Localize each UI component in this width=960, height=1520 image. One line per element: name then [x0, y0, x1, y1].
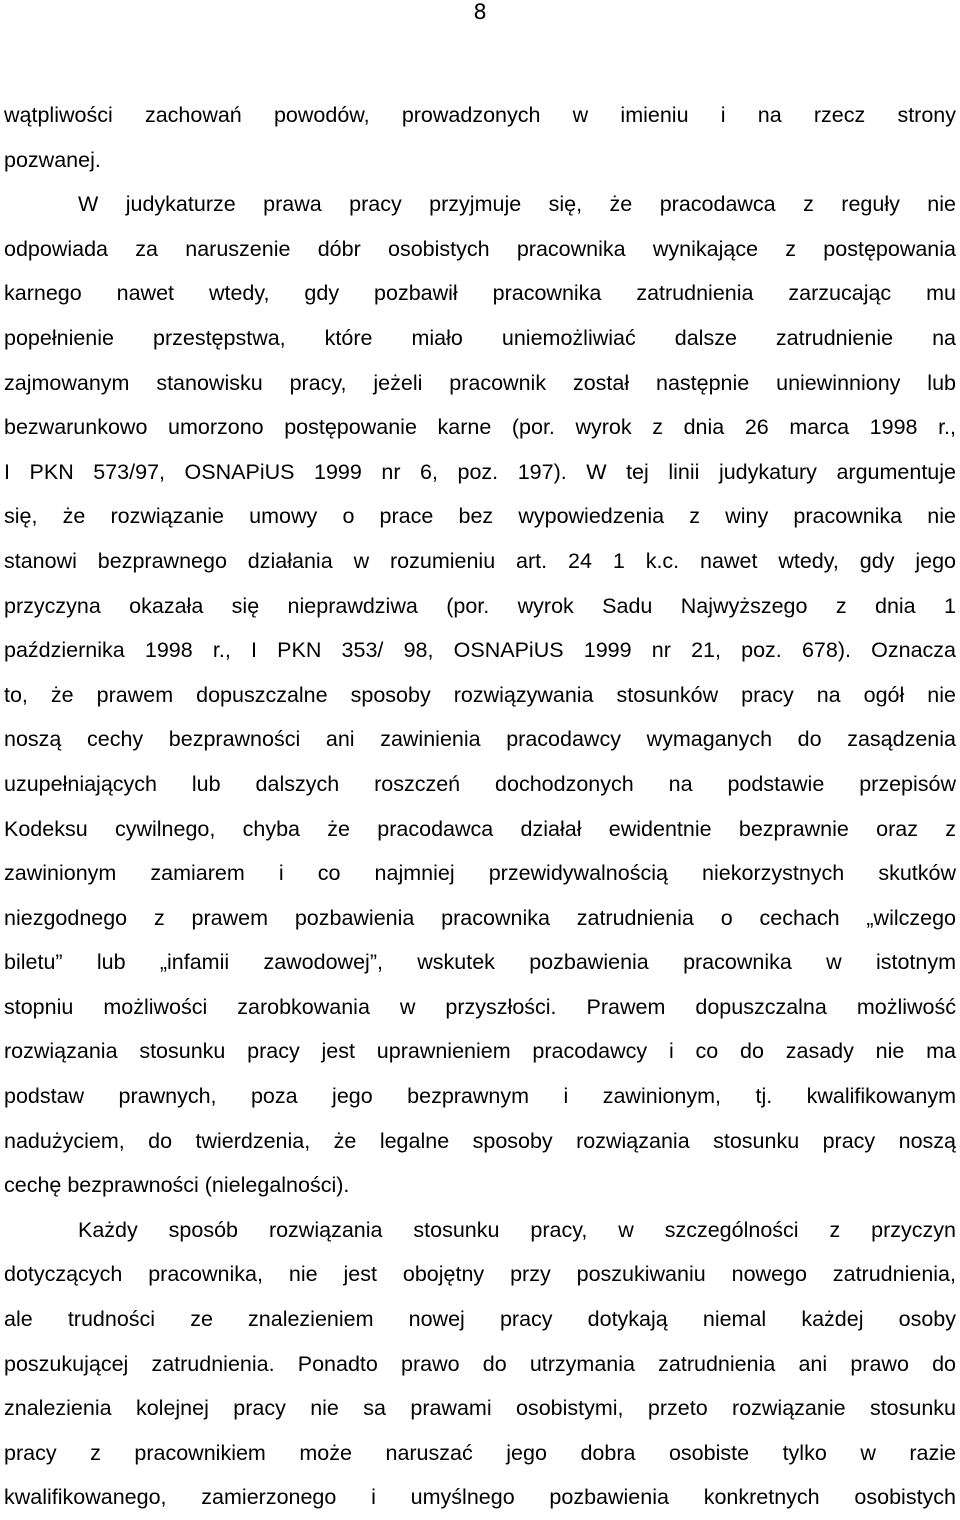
text-line: odpowiada za naruszenie dóbr osobistych pracownika wynikające z postępowania	[4, 236, 956, 261]
text-line: podstaw prawnych, poza jego bezprawnym i zawinionym, tj. kwalifikowanym	[4, 1084, 956, 1109]
document-body	[4, 93, 956, 1520]
text-line: I PKN 573/97, OSNAPiUS 1999 nr 6, poz. 197). W tej linii judykatury argumentuje	[4, 459, 956, 484]
text-line: popełnienie przestępstwa, które miało uniemożliwiać dalsze zatrudnienie na	[4, 325, 956, 350]
text-line: Każdy sposób rozwiązania stosunku pracy, w szczególności z przyczyn	[78, 1217, 956, 1242]
text-line: stanowi bezprawnego działania w rozumieniu art. 24 1 k.c. nawet wtedy, gdy jego	[4, 548, 956, 573]
text-line: zajmowanym stanowisku pracy, jeżeli pracownik został następnie uniewinniony lub	[4, 370, 956, 395]
text-line: uzupełniających lub dalszych roszczeń dochodzonych na podstawie przepisów	[4, 771, 956, 796]
text-line: rozwiązania stosunku pracy jest uprawnieniem pracodawcy i co do zasady nie ma	[4, 1039, 956, 1064]
page-number: 8	[473, 0, 487, 24]
text-line: nadużyciem, do twierdzenia, że legalne sposoby rozwiązania stosunku pracy noszą	[4, 1128, 956, 1153]
text-line: stopniu możliwości zarobkowania w przyszłości. Prawem dopuszczalna możliwość	[4, 994, 956, 1019]
text-line: znalezienia kolejnej pracy nie sa prawami osobistymi, przeto rozwiązanie stosunku	[4, 1396, 956, 1421]
text-line: biletu” lub „infamii zawodowej”, wskutek pozbawienia pracownika w istotnym	[4, 950, 956, 975]
text-line: niezgodnego z prawem pozbawienia pracownika zatrudnienia o cechach „wilczego	[4, 905, 956, 930]
text-line: to, że prawem dopuszczalne sposoby rozwiązywania stosunków pracy na ogół nie	[4, 682, 956, 707]
text-line: karnego nawet wtedy, gdy pozbawił pracownika zatrudnienia zarzucając mu	[4, 281, 956, 306]
text-line: Kodeksu cywilnego, chyba że pracodawca działał ewidentnie bezprawnie oraz z	[4, 816, 956, 841]
text-line: października 1998 r., I PKN 353/ 98, OSNAPiUS 1999 nr 21, poz. 678). Oznacza	[4, 638, 956, 663]
text-line: pozwanej.	[4, 147, 101, 172]
text-line: wątpliwości zachowań powodów, prowadzonych w imieniu i na rzecz strony	[4, 103, 956, 127]
text-line: zawinionym zamiarem i co najmniej przewidywalnością niekorzystnych skutków	[4, 861, 956, 886]
text-line: cechę bezprawności (nielegalności).	[4, 1173, 350, 1198]
text-line: ale trudności ze znalezieniem nowej pracy dotykają niemal każdej osoby	[4, 1307, 956, 1332]
text-line: pracy z pracownikiem może naruszać jego dobra osobiste tylko w razie	[4, 1440, 956, 1465]
text-line: przyczyna okazała się nieprawdziwa (por. wyrok Sadu Najwyższego z dnia 1	[4, 593, 956, 618]
text-line: poszukującej zatrudnienia. Ponadto prawo do utrzymania zatrudnienia ani prawo do	[4, 1351, 956, 1376]
text-line: noszą cechy bezprawności ani zawinienia pracodawcy wymaganych do zasądzenia	[4, 727, 956, 752]
text-line: się, że rozwiązanie umowy o prace bez wypowiedzenia z winy pracownika nie	[4, 504, 956, 529]
text-line: kwalifikowanego, zamierzonego i umyślnego pozbawienia konkretnych osobistych	[4, 1485, 956, 1510]
text-line: W judykaturze prawa pracy przyjmuje się, że pracodawca z reguły nie	[78, 192, 956, 217]
text-line: dotyczących pracownika, nie jest obojętny przy poszukiwaniu nowego zatrudnienia,	[4, 1262, 956, 1287]
text-line: bezwarunkowo umorzono postępowanie karne (por. wyrok z dnia 26 marca 1998 r.,	[4, 415, 956, 440]
